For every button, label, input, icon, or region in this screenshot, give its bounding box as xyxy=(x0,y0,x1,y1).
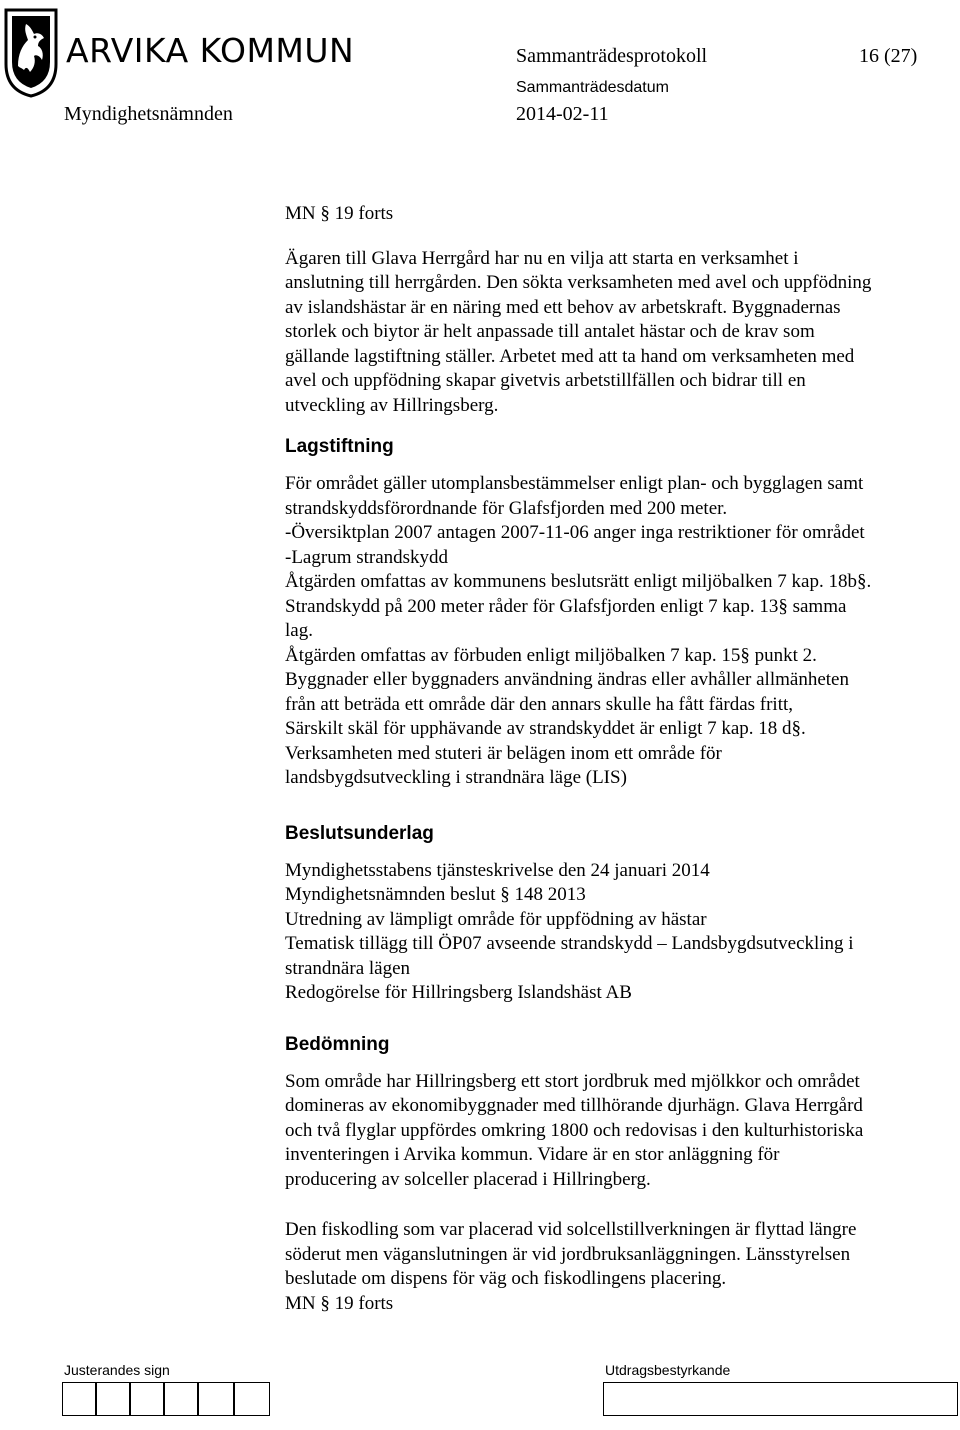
signature-box xyxy=(234,1382,270,1416)
text-line: gällande lagstiftning ställer. Arbetet med att ta hand om verksamheten med xyxy=(285,345,855,367)
text-line: inventeringen i Arvika kommun. Vidare är en stor anläggning för xyxy=(285,1144,780,1165)
text-line: -Lagrum strandskydd xyxy=(285,546,449,568)
heading-bedomning: Bedömning xyxy=(285,1033,390,1055)
paragraph-reference-top: MN § 19 forts xyxy=(285,203,394,224)
text-line: -Översiktplan 2007 antagen 2007-11-06 anger inga restriktioner för området xyxy=(285,522,865,543)
text-line: utveckling av Hillringsberg. xyxy=(285,394,499,416)
heading-lagstiftning: Lagstiftning xyxy=(285,436,394,457)
text-line: strandskyddsförordnande för Glafsfjorden med 200 meter. xyxy=(285,497,728,519)
document-item: Myndighetsnämnden beslut § 148 2013 xyxy=(285,884,586,905)
document-item: Redogörelse för Hillringsberg Islandshäst AB xyxy=(285,982,632,1003)
text-line: Strandskydd på 200 meter råder för Glafsfjorden enligt 7 kap. 13§ samma xyxy=(285,595,847,617)
text-line: av islandshästar är en näring med ett behov av arbetskraft. Byggnadernas xyxy=(285,296,841,318)
text-line: anslutning till herrgården. Den sökta verksamheten med avel och uppfödning xyxy=(285,272,872,293)
protocol-body xyxy=(285,202,945,1316)
text-line: från att beträda ett område där den annars skulle ha fått färdas fritt, xyxy=(285,693,794,715)
signature-box xyxy=(96,1382,130,1416)
signature-box xyxy=(198,1382,234,1416)
bedomning-paragraph-1 xyxy=(285,1070,945,1193)
document-item: Myndighetsstabens tjänsteskrivelse den 24 januari 2014 xyxy=(285,859,710,881)
meeting-date-label: Sammanträdesdatum xyxy=(516,79,669,96)
heading-beslutsunderlag: Beslutsunderlag xyxy=(285,822,434,844)
document-type: Sammanträdesprotokoll xyxy=(516,45,708,67)
bedomning-paragraph-2 xyxy=(285,1218,945,1292)
text-line: Åtgärden omfattas av förbuden enligt miljöbalken 7 kap. 15§ punkt 2. xyxy=(285,644,817,666)
text-line: och två flyglar uppfördes omkring 1800 och redovisas i den kulturhistoriska xyxy=(285,1119,864,1141)
signature-label: Justerandes sign xyxy=(64,1362,170,1378)
text-line: Som område har Hillringsberg ett stort jordbruk med mjölkkor och området xyxy=(285,1070,860,1092)
document-item: Tematisk tillägg till ÖP07 avseende strandskydd – Landsbygdsutveckling i xyxy=(285,933,854,954)
signature-box xyxy=(164,1382,198,1416)
text-line: Åtgärden omfattas av kommunens beslutsrätt enligt miljöbalken 7 kap. 18b§. xyxy=(285,571,872,592)
intro-paragraph xyxy=(285,247,945,419)
text-line: producering av solceller placerad i Hillringberg. xyxy=(285,1168,651,1190)
text-line: domineras av ekonomibyggnader med tillhörande djurhägn. Glava Herrgård xyxy=(285,1095,863,1116)
lagstiftning-paragraph xyxy=(285,472,945,791)
page-number: 16 (27) xyxy=(859,45,918,67)
text-line: Byggnader eller byggnaders användning ändras eller avhåller allmänheten xyxy=(285,669,849,690)
text-line: Ägaren till Glava Herrgård har nu en vilja att starta en verksamhet i xyxy=(285,247,799,269)
signature-box xyxy=(62,1382,96,1416)
municipality-name: ARVIKA KOMMUN xyxy=(66,31,355,70)
signature-box xyxy=(130,1382,164,1416)
board-name: Myndighetsnämnden xyxy=(64,103,233,125)
text-line: Särskilt skäl för upphävande av strandskyddet är enligt 7 kap. 18 d§. xyxy=(285,718,806,739)
arvika-coat-of-arms-icon xyxy=(4,6,58,98)
text-line: lag. xyxy=(285,620,313,641)
text-line: landsbygdsutveckling i strandnära läge (LIS) xyxy=(285,767,627,788)
extract-certification-label: Utdragsbestyrkande xyxy=(605,1362,731,1378)
text-line: För området gäller utomplansbestämmelser enligt plan- och bygglagen samt xyxy=(285,473,864,494)
text-line: söderut men väganslutningen är vid jordbruksanläggningen. Länsstyrelsen xyxy=(285,1243,851,1265)
document-item: strandnära lägen xyxy=(285,957,411,979)
text-line: Den fiskodling som var placerad vid solcellstillverkningen är flyttad längre xyxy=(285,1219,857,1240)
certification-box xyxy=(603,1382,958,1416)
document-item: Utredning av lämpligt område för uppfödning av hästar xyxy=(285,908,707,930)
meeting-date: 2014-02-11 xyxy=(516,103,609,125)
text-line: Verksamheten med stuteri är belägen inom ett område för xyxy=(285,742,722,764)
text-line: avel och uppfödning skapar givetvis arbetstillfällen och bidrar till en xyxy=(285,370,806,391)
text-line: storlek och biytor är helt anpassade till antalet hästar och de krav som xyxy=(285,321,815,342)
paragraph-reference-bottom: MN § 19 forts xyxy=(285,1292,394,1314)
text-line: beslutade om dispens för väg och fiskodlingens placering. xyxy=(285,1268,727,1289)
beslutsunderlag-list xyxy=(285,859,945,1006)
